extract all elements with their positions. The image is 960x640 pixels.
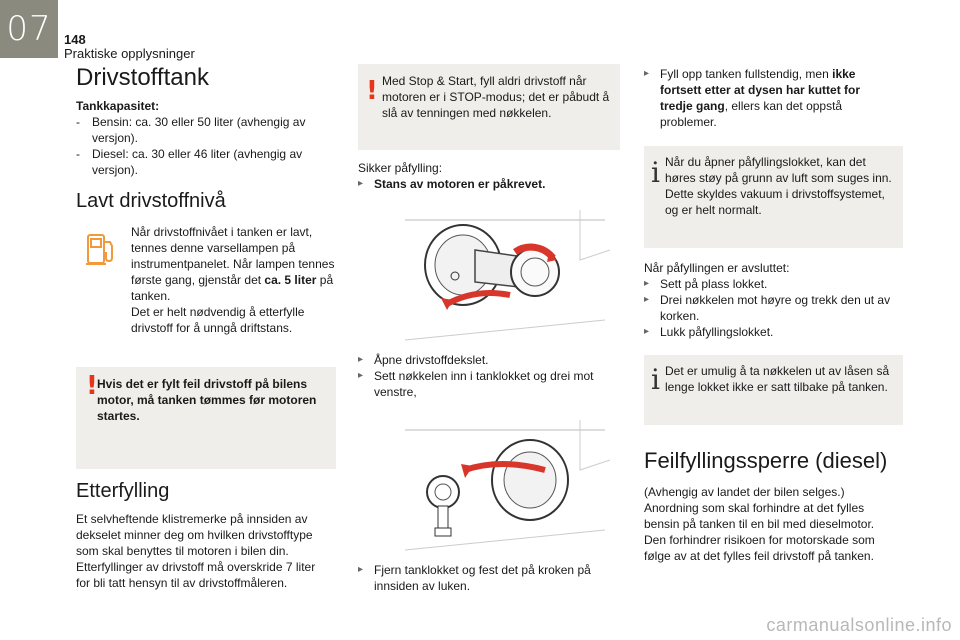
safe-refill-steps [358, 176, 620, 192]
warning-text: Hvis det er fylt feil drivstoff på bilens motor, må tanken tømmes før motoren startes. [97, 377, 317, 423]
steps-done [644, 276, 900, 340]
info-text: Det er umulig å ta nøkkelen ut av låsen så lenge lokket ikke er satt tilbake på tanken. [665, 364, 890, 394]
done-label: Når påfyllingen er avsluttet: [644, 261, 790, 275]
misfuel-text: (Avhengig av landet der bilen selges.) Anordning som skal forhindre at det fylles bensin på tanken til en bil med dieselmotor. Den forhindrer risikoen for motorskade som følge av at det fylles feil drivstoff på tanken. [644, 485, 875, 563]
info-text: Når du åpner påfyllingslokket, kan det høres støy på grunn av luft som suges inn. Dette skyldes vakuum i drivstoffsystemet, og er helt normalt. [665, 155, 892, 217]
step-item: ▸ Fjern tanklokket og fest det på kroken på innsiden av luken. [358, 562, 620, 594]
page-number: 148 [64, 32, 86, 47]
steps-open-cap [358, 352, 620, 400]
title-low-fuel: Lavt drivstoffnivå [76, 190, 226, 212]
safe-refill-label: Sikker påfylling: [358, 161, 443, 175]
info-icon: i [651, 156, 660, 189]
refill-text: Et selvheftende klistremerke på innsiden av dekselet minner deg om hvilken drivstofftype som skal benyttes til motoren i bilen din. Etterfyllinger av drivstoff må overskride 7 liter for bli tatt hensyn til av drivstoffmåleren. [76, 512, 316, 590]
warning-box-stop-start [358, 64, 620, 150]
warning-text: Med Stop & Start, fyll aldri drivstoff når motoren er i STOP-modus; det er påbudt å slå av tenningen med nøkkelen. [382, 74, 610, 120]
fuel-cap-key-illustration [405, 210, 615, 345]
chapter-tab: 07 [0, 0, 58, 58]
step-item: ▸ Fyll opp tanken fullstendig, men ikke fortsett etter at dysen har kuttet for tredje gang, ellers kan det oppstå problemer. [644, 66, 894, 130]
step-item: ▸ Sett nøkkelen inn i tanklokket og drei mot venstre, [358, 368, 620, 400]
safe-refill-step: ▸ Stans av motoren er påkrevet. [358, 176, 620, 192]
watermark: carmanualsonline.info [766, 615, 952, 635]
steps-fill-tank [644, 66, 894, 130]
step-item: ▸ Lukk påfyllingslokket. [644, 324, 900, 340]
capacity-label: Tankkapasitet: [76, 99, 160, 113]
steps-remove-cap [358, 562, 620, 594]
capacity-item: - Diesel: ca. 30 eller 46 liter (avhengig av versjon). [76, 146, 326, 178]
warning-icon: ! [86, 371, 98, 401]
low-fuel-text: Når drivstoffnivået i tanken er lavt, tennes denne varsellampen på instrumentpanelet. Når lampen tennes første gang, gjenstår det ca. 5 liter på tanken. Det er helt nødvendig å etterfylle drivstoff for å unngå driftstans. [131, 225, 335, 335]
info-box-key [644, 355, 903, 425]
title-misfuel-prevention: Feilfyllingssperre (diesel) [644, 448, 888, 473]
info-icon: i [651, 363, 660, 396]
step-item: ▸ Åpne drivstoffdekslet. [358, 352, 620, 368]
warning-icon: ! [366, 76, 378, 106]
warning-box-wrong-fuel [76, 367, 336, 469]
title-refill: Etterfylling [76, 480, 170, 502]
capacity-list [76, 114, 326, 178]
step-item: ▸ Sett på plass lokket. [644, 276, 900, 292]
info-box-noise [644, 146, 903, 248]
fuel-cap-hook-illustration [405, 420, 615, 555]
capacity-item: - Bensin: ca. 30 eller 50 liter (avhengig av versjon). [76, 114, 326, 146]
title-drivstofftank: Drivstofftank [76, 64, 209, 91]
section-label: Praktiske opplysninger [64, 46, 195, 61]
step-item: ▸ Drei nøkkelen mot høyre og trekk den ut av korken. [644, 292, 900, 324]
fuel-pump-icon [84, 230, 118, 268]
